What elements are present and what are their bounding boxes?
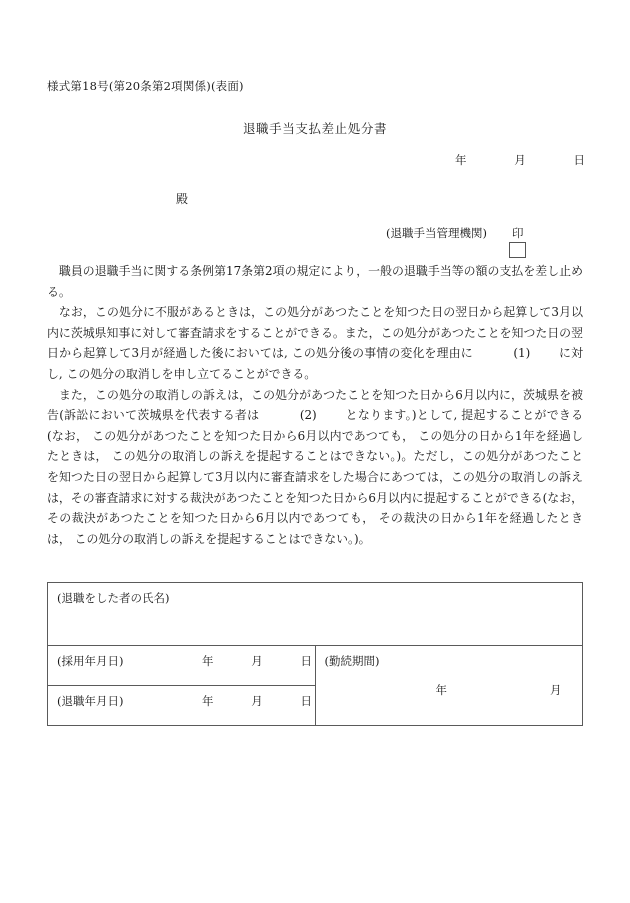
page-title: 退職手当支払差止処分書 <box>242 121 388 136</box>
leave-month-label: 月 <box>251 694 263 708</box>
seal-label: 印 <box>512 226 524 240</box>
form-number: 様式第18号(第20条第2項関係)(表面) <box>47 79 244 93</box>
leave-date-ymd <box>202 693 312 709</box>
hire-month-label: 月 <box>251 654 263 668</box>
service-year-label: 年 <box>435 683 447 697</box>
hire-year-label: 年 <box>202 654 214 668</box>
addressee-honorific: 殿 <box>176 192 189 206</box>
seal-box <box>509 242 526 258</box>
service-month-label: 月 <box>550 683 562 697</box>
cell-retiree-name[interactable] <box>48 583 583 646</box>
body-paragraph-2 <box>47 302 583 384</box>
cell-service-period[interactable] <box>315 646 583 726</box>
body-paragraph-3-part1: また，この処分の取消しの訴えは，この処分があつたことを知つた日から6月以内に，茨城県を被告(訴訟において茨城県を代表する者は <box>47 387 583 423</box>
leave-date-fields <box>48 686 315 709</box>
hire-date-fields <box>48 646 315 669</box>
retiree-info-table <box>47 582 583 726</box>
date-month-label: 月 <box>514 153 526 167</box>
date-day-label: 日 <box>573 153 585 167</box>
table-row-retiree-name <box>48 583 583 646</box>
body-text <box>47 261 583 549</box>
blank-field-2: (2) <box>299 408 317 423</box>
hire-day-label: 日 <box>300 654 312 668</box>
body-paragraph-2-part1: なお，この処分に不服があるときは，この処分があつたことを知つた日の翌日から起算して3月以内に茨城県知事に対して審査請求をすることができる。また，この処分があつたことを知つた日の翌日から起算して3月が経過した後においては, この処分後の事情の変化を理由に <box>47 305 583 361</box>
leave-date-label: (退職年月日) <box>57 694 124 708</box>
retiree-name-label: (退職をした者の氏名) <box>57 591 170 605</box>
date-year-label: 年 <box>455 153 467 167</box>
body-paragraph-3 <box>47 385 583 550</box>
cell-leave-date[interactable] <box>48 686 316 726</box>
leave-year-label: 年 <box>202 694 214 708</box>
body-paragraph-2-part2: に対し, この処分の取消しを申し立てることができる。 <box>47 346 583 381</box>
hire-date-ymd <box>202 653 312 669</box>
body-paragraph-3-part2: となります。)として, 提起することができる(なお， この処分があつたことを知つた日から6月以内であつても， この処分の日から1年を経過したときは， この処分の取消しの訴えを提起することはできない。)。ただし，この処分があつたことを知つた日の翌日から起算して3月以内に審査請求をした場合にあつては，この処分の取消しの訴えは，その審査請求に対する裁決があつたことを知つた日から6月以内に提起することができる(なお， その裁決があつたことを知つた日から6月以内であつても， その裁決の日から1年を経過したときは， この処分の取消しの訴えを提起することはできない。)。 <box>47 408 583 546</box>
blank-field-1: (1) <box>513 346 531 361</box>
leave-day-label: 日 <box>300 694 312 708</box>
service-period-label: (勤続期間) <box>324 654 380 668</box>
issue-date-line <box>455 152 585 168</box>
hire-date-label: (採用年月日) <box>57 654 124 668</box>
cell-hire-date[interactable] <box>48 646 316 686</box>
table-row-hire-date <box>48 646 583 686</box>
service-period-ym <box>436 682 562 698</box>
body-paragraph-1: 職員の退職手当に関する条例第17条第2項の規定により，一般の退職手当等の額の支払を差し止める。 <box>47 264 583 299</box>
issuer-label: (退職手当管理機関) <box>386 226 487 240</box>
